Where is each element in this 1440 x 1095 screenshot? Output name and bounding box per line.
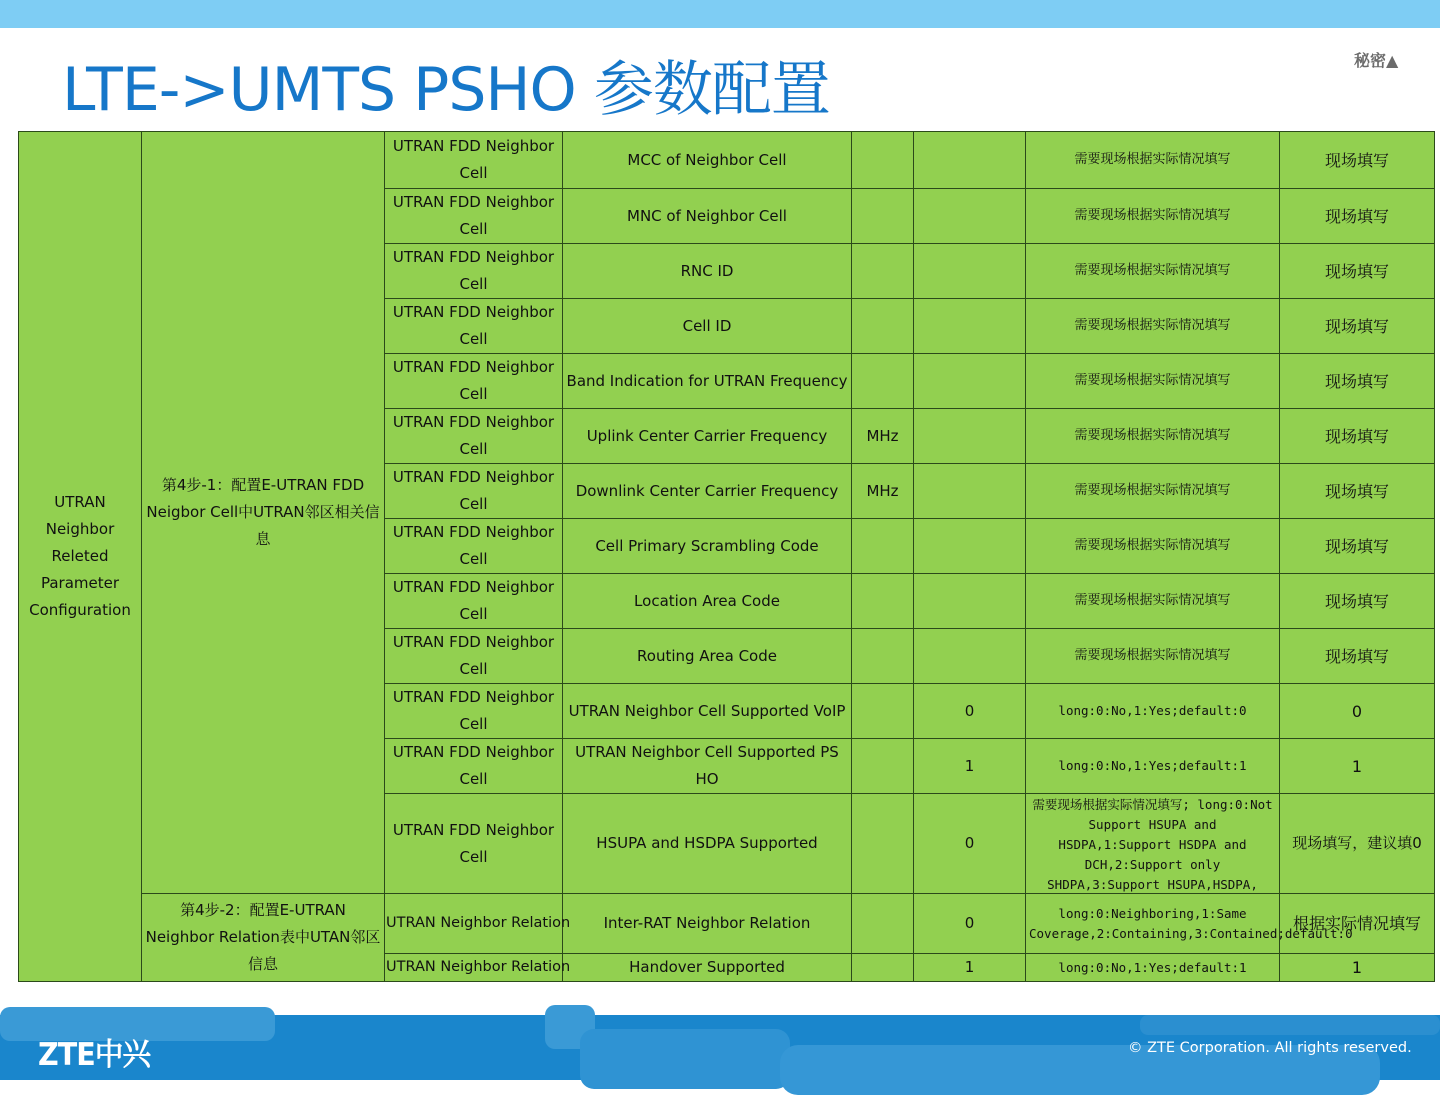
action-cell: 现场填写	[1280, 244, 1435, 299]
action-cell: 根据实际情况填写	[1280, 894, 1435, 954]
unit-cell	[852, 299, 914, 354]
note-cell: long:0:Neighboring,1:Same Coverage,2:Containing,3:Contained;default:0	[1026, 894, 1280, 954]
table-row	[19, 132, 1435, 189]
value-cell: 0	[914, 794, 1026, 894]
footer-decoration	[1140, 1015, 1440, 1035]
note-cell: 需要现场根据实际情况填写	[1026, 409, 1280, 464]
unit-cell	[852, 354, 914, 409]
note-cell-text: 需要现场根据实际情况填写; long:0:Not Support HSUPA and HSDPA,1:Support HSDPA and DCH,2:Support only SHDPA,3:Support HSUPA,HSDPA,	[1032, 796, 1273, 892]
action-cell: 现场填写	[1280, 189, 1435, 244]
action-cell: 现场填写	[1280, 629, 1435, 684]
footer-decoration	[580, 1029, 790, 1089]
parameter-cell: Cell Primary Scrambling Code	[563, 519, 852, 574]
object-cell: UTRAN FDD Neighbor Cell	[385, 409, 563, 464]
note-cell: 需要现场根据实际情况填写	[1026, 189, 1280, 244]
object-cell: UTRAN Neighbor Relation	[385, 954, 563, 982]
action-cell: 现场填写	[1280, 132, 1435, 189]
parameter-cell: Uplink Center Carrier Frequency	[563, 409, 852, 464]
object-cell: UTRAN FDD Neighbor Cell	[385, 684, 563, 739]
parameter-cell: Location Area Code	[563, 574, 852, 629]
value-cell	[914, 409, 1026, 464]
step-cell: 第4步-1：配置E-UTRAN FDD Neigbor Cell中UTRAN邻区相关信息	[142, 132, 385, 894]
unit-cell	[852, 684, 914, 739]
value-cell	[914, 299, 1026, 354]
action-cell: 现场填写	[1280, 519, 1435, 574]
parameter-cell: Inter-RAT Neighbor Relation	[563, 894, 852, 954]
object-cell: UTRAN FDD Neighbor Cell	[385, 354, 563, 409]
note-cell: 需要现场根据实际情况填写	[1026, 464, 1280, 519]
note-cell: 需要现场根据实际情况填写	[1026, 132, 1280, 189]
parameter-cell: Downlink Center Carrier Frequency	[563, 464, 852, 519]
parameter-cell: UTRAN Neighbor Cell Supported VoIP	[563, 684, 852, 739]
parameter-cell: UTRAN Neighbor Cell Supported PS HO	[563, 739, 852, 794]
top-accent-bar	[0, 0, 1440, 28]
zte-logo: ZTE中兴	[38, 1037, 151, 1073]
parameter-cell: MNC of Neighbor Cell	[563, 189, 852, 244]
unit-cell: MHz	[852, 409, 914, 464]
page-title: LTE->UMTS PSHO 参数配置	[62, 55, 830, 125]
table-row	[19, 894, 1435, 954]
unit-cell	[852, 794, 914, 894]
object-cell: UTRAN FDD Neighbor Cell	[385, 574, 563, 629]
parameter-cell: RNC ID	[563, 244, 852, 299]
unit-cell	[852, 519, 914, 574]
unit-cell	[852, 244, 914, 299]
action-cell: 现场填写	[1280, 464, 1435, 519]
unit-cell: MHz	[852, 464, 914, 519]
parameter-table	[18, 131, 1435, 982]
object-cell: UTRAN FDD Neighbor Cell	[385, 244, 563, 299]
action-cell: 现场填写	[1280, 299, 1435, 354]
object-cell: UTRAN FDD Neighbor Cell	[385, 519, 563, 574]
value-cell	[914, 354, 1026, 409]
note-cell	[1026, 794, 1280, 894]
note-cell: long:0:No,1:Yes;default:0	[1026, 684, 1280, 739]
value-cell: 0	[914, 894, 1026, 954]
action-cell: 1	[1280, 739, 1435, 794]
object-cell: UTRAN FDD Neighbor Cell	[385, 132, 563, 189]
parameter-cell: MCC of Neighbor Cell	[563, 132, 852, 189]
unit-cell	[852, 189, 914, 244]
note-cell: long:0:No,1:Yes;default:1	[1026, 739, 1280, 794]
parameter-cell: Handover Supported	[563, 954, 852, 982]
action-cell: 现场填写	[1280, 409, 1435, 464]
note-cell: long:0:No,1:Yes;default:1	[1026, 954, 1280, 982]
note-cell: 需要现场根据实际情况填写	[1026, 244, 1280, 299]
value-cell	[914, 629, 1026, 684]
unit-cell	[852, 894, 914, 954]
action-cell: 0	[1280, 684, 1435, 739]
object-cell: UTRAN Neighbor Relation	[385, 894, 563, 954]
value-cell	[914, 464, 1026, 519]
object-cell: UTRAN FDD Neighbor Cell	[385, 464, 563, 519]
value-cell	[914, 519, 1026, 574]
unit-cell	[852, 954, 914, 982]
parameter-cell: Band Indication for UTRAN Frequency	[563, 354, 852, 409]
parameter-table-container	[18, 131, 1434, 982]
object-cell: UTRAN FDD Neighbor Cell	[385, 739, 563, 794]
object-cell: UTRAN FDD Neighbor Cell	[385, 299, 563, 354]
note-cell: 需要现场根据实际情况填写	[1026, 519, 1280, 574]
copyright-text: © ZTE Corporation. All rights reserved.	[1128, 1040, 1412, 1056]
parameter-cell: HSUPA and HSDPA Supported	[563, 794, 852, 894]
classification-label: 秘密▲	[1354, 51, 1399, 70]
category-cell: UTRAN Neighbor Releted Parameter Configuration	[19, 132, 142, 982]
object-cell: UTRAN FDD Neighbor Cell	[385, 189, 563, 244]
value-cell	[914, 132, 1026, 189]
note-cell: 需要现场根据实际情况填写	[1026, 354, 1280, 409]
unit-cell	[852, 574, 914, 629]
footer-bar	[0, 1015, 1440, 1080]
value-cell	[914, 574, 1026, 629]
unit-cell	[852, 739, 914, 794]
parameter-cell: Cell ID	[563, 299, 852, 354]
value-cell	[914, 189, 1026, 244]
note-cell: 需要现场根据实际情况填写	[1026, 299, 1280, 354]
unit-cell	[852, 132, 914, 189]
unit-cell	[852, 629, 914, 684]
action-cell: 现场填写	[1280, 574, 1435, 629]
value-cell: 1	[914, 739, 1026, 794]
action-cell: 现场填写	[1280, 354, 1435, 409]
action-cell: 1	[1280, 954, 1435, 982]
value-cell: 0	[914, 684, 1026, 739]
value-cell: 1	[914, 954, 1026, 982]
object-cell: UTRAN FDD Neighbor Cell	[385, 794, 563, 894]
object-cell: UTRAN FDD Neighbor Cell	[385, 629, 563, 684]
action-cell: 现场填写，建议填0	[1280, 794, 1435, 894]
step-cell: 第4步-2：配置E-UTRAN Neighbor Relation表中UTAN邻区信息	[142, 894, 385, 982]
note-cell: 需要现场根据实际情况填写	[1026, 629, 1280, 684]
note-cell: 需要现场根据实际情况填写	[1026, 574, 1280, 629]
value-cell	[914, 244, 1026, 299]
parameter-cell: Routing Area Code	[563, 629, 852, 684]
